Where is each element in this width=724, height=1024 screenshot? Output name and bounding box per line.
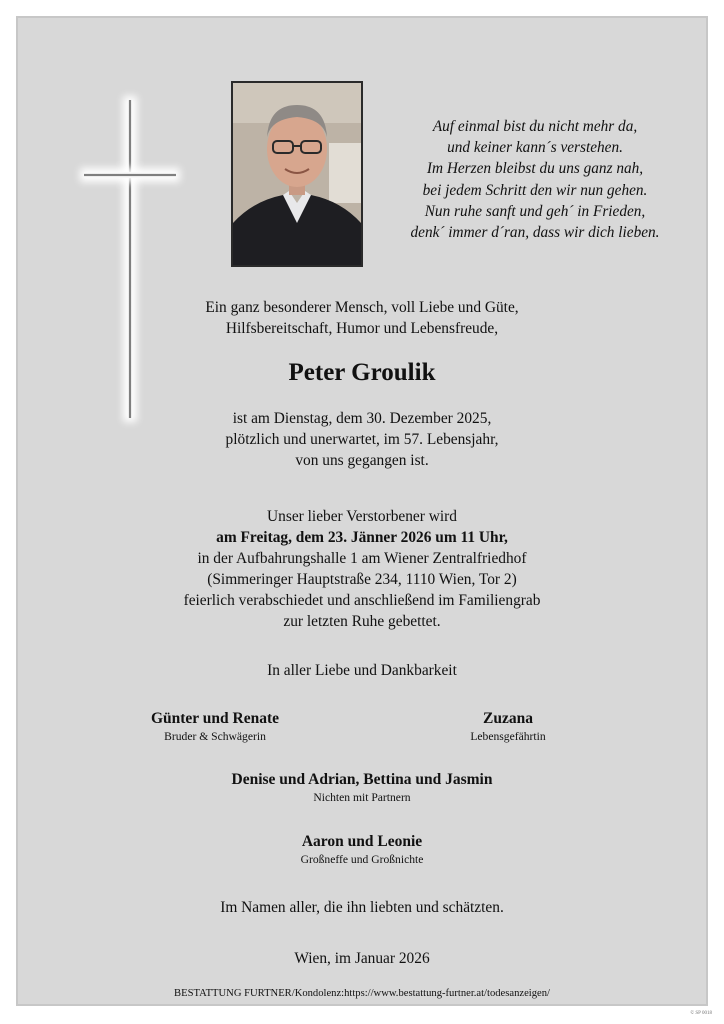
mourner-relation: Nichten mit Partnern bbox=[313, 791, 411, 804]
funeral-date: am Freitag, dem 23. Jänner 2026 um 11 Uhr, bbox=[216, 529, 508, 546]
funeral-line: feierlich verabschiedet und anschließend im Familiengrab bbox=[183, 592, 541, 609]
mourner-name: Aaron und Leonie bbox=[301, 833, 423, 850]
mourner-relation: Großneffe und Großnichte bbox=[300, 853, 424, 866]
poem-line: Im Herzen bleibst du uns ganz nah, bbox=[426, 160, 644, 178]
death-line: plötzlich und unerwartet, im 57. Lebensjahr, bbox=[225, 431, 499, 448]
portrait-image bbox=[233, 83, 361, 265]
funeral-line: zur letzten Ruhe gebettet. bbox=[283, 613, 441, 630]
funeral-line: (Simmeringer Hauptstraße 234, 1110 Wien, Tor 2) bbox=[207, 571, 517, 588]
memorial-poem bbox=[372, 116, 698, 243]
poem-line: und keiner kann´s verstehen. bbox=[447, 139, 623, 157]
footer-link-text: BESTATTUNG FURTNER/Kondolenz:https://www.bestattung-furtner.at/todesanzeigen/ bbox=[174, 988, 550, 999]
mourner-relation: Bruder & Schwägerin bbox=[164, 730, 266, 743]
cross-horizontal-beam bbox=[84, 172, 176, 178]
mourner-relation: Lebensgefährtin bbox=[470, 730, 546, 743]
intro-text bbox=[0, 297, 724, 339]
mourner-name: Denise und Adrian, Bettina und Jasmin bbox=[231, 771, 493, 788]
portrait-photo bbox=[231, 81, 363, 267]
mourner-name: Günter und Renate bbox=[150, 710, 280, 727]
death-line: von uns gegangen ist. bbox=[295, 452, 429, 469]
funeral-line: Unser lieber Verstorbener wird bbox=[267, 508, 457, 525]
funeral-line: in der Aufbahrungshalle 1 am Wiener Zentralfriedhof bbox=[197, 550, 527, 567]
mourner-left bbox=[95, 709, 335, 744]
poem-line: Nun ruhe sanft und geh´ in Frieden, bbox=[424, 202, 646, 220]
poem-line: denk´ immer d´ran, dass wir dich lieben. bbox=[410, 224, 660, 242]
template-code: © SP 0018 bbox=[690, 1011, 712, 1016]
poem-line: bei jedem Schritt den wir nun gehen. bbox=[422, 181, 648, 199]
funeral-details bbox=[0, 506, 724, 632]
intro-line: Ein ganz besonderer Mensch, voll Liebe und Güte, bbox=[205, 299, 519, 316]
mourner-name: Zuzana bbox=[483, 710, 533, 727]
closing-text: Im Namen aller, die ihn liebten und schätzten. bbox=[220, 899, 504, 916]
mourner-grand bbox=[0, 832, 724, 867]
intro-line: Hilfsbereitschaft, Humor und Lebensfreude, bbox=[225, 320, 499, 337]
mourner-nieces bbox=[0, 770, 724, 805]
poem-line: Auf einmal bist du nicht mehr da, bbox=[432, 118, 638, 135]
deceased-name: Peter Groulik bbox=[288, 359, 436, 386]
place-date: Wien, im Januar 2026 bbox=[294, 950, 430, 967]
mourner-right bbox=[388, 709, 628, 744]
death-line: ist am Dienstag, dem 30. Dezember 2025, bbox=[232, 410, 492, 427]
death-notice bbox=[0, 408, 724, 471]
gratitude-text: In aller Liebe und Dankbarkeit bbox=[267, 662, 457, 679]
